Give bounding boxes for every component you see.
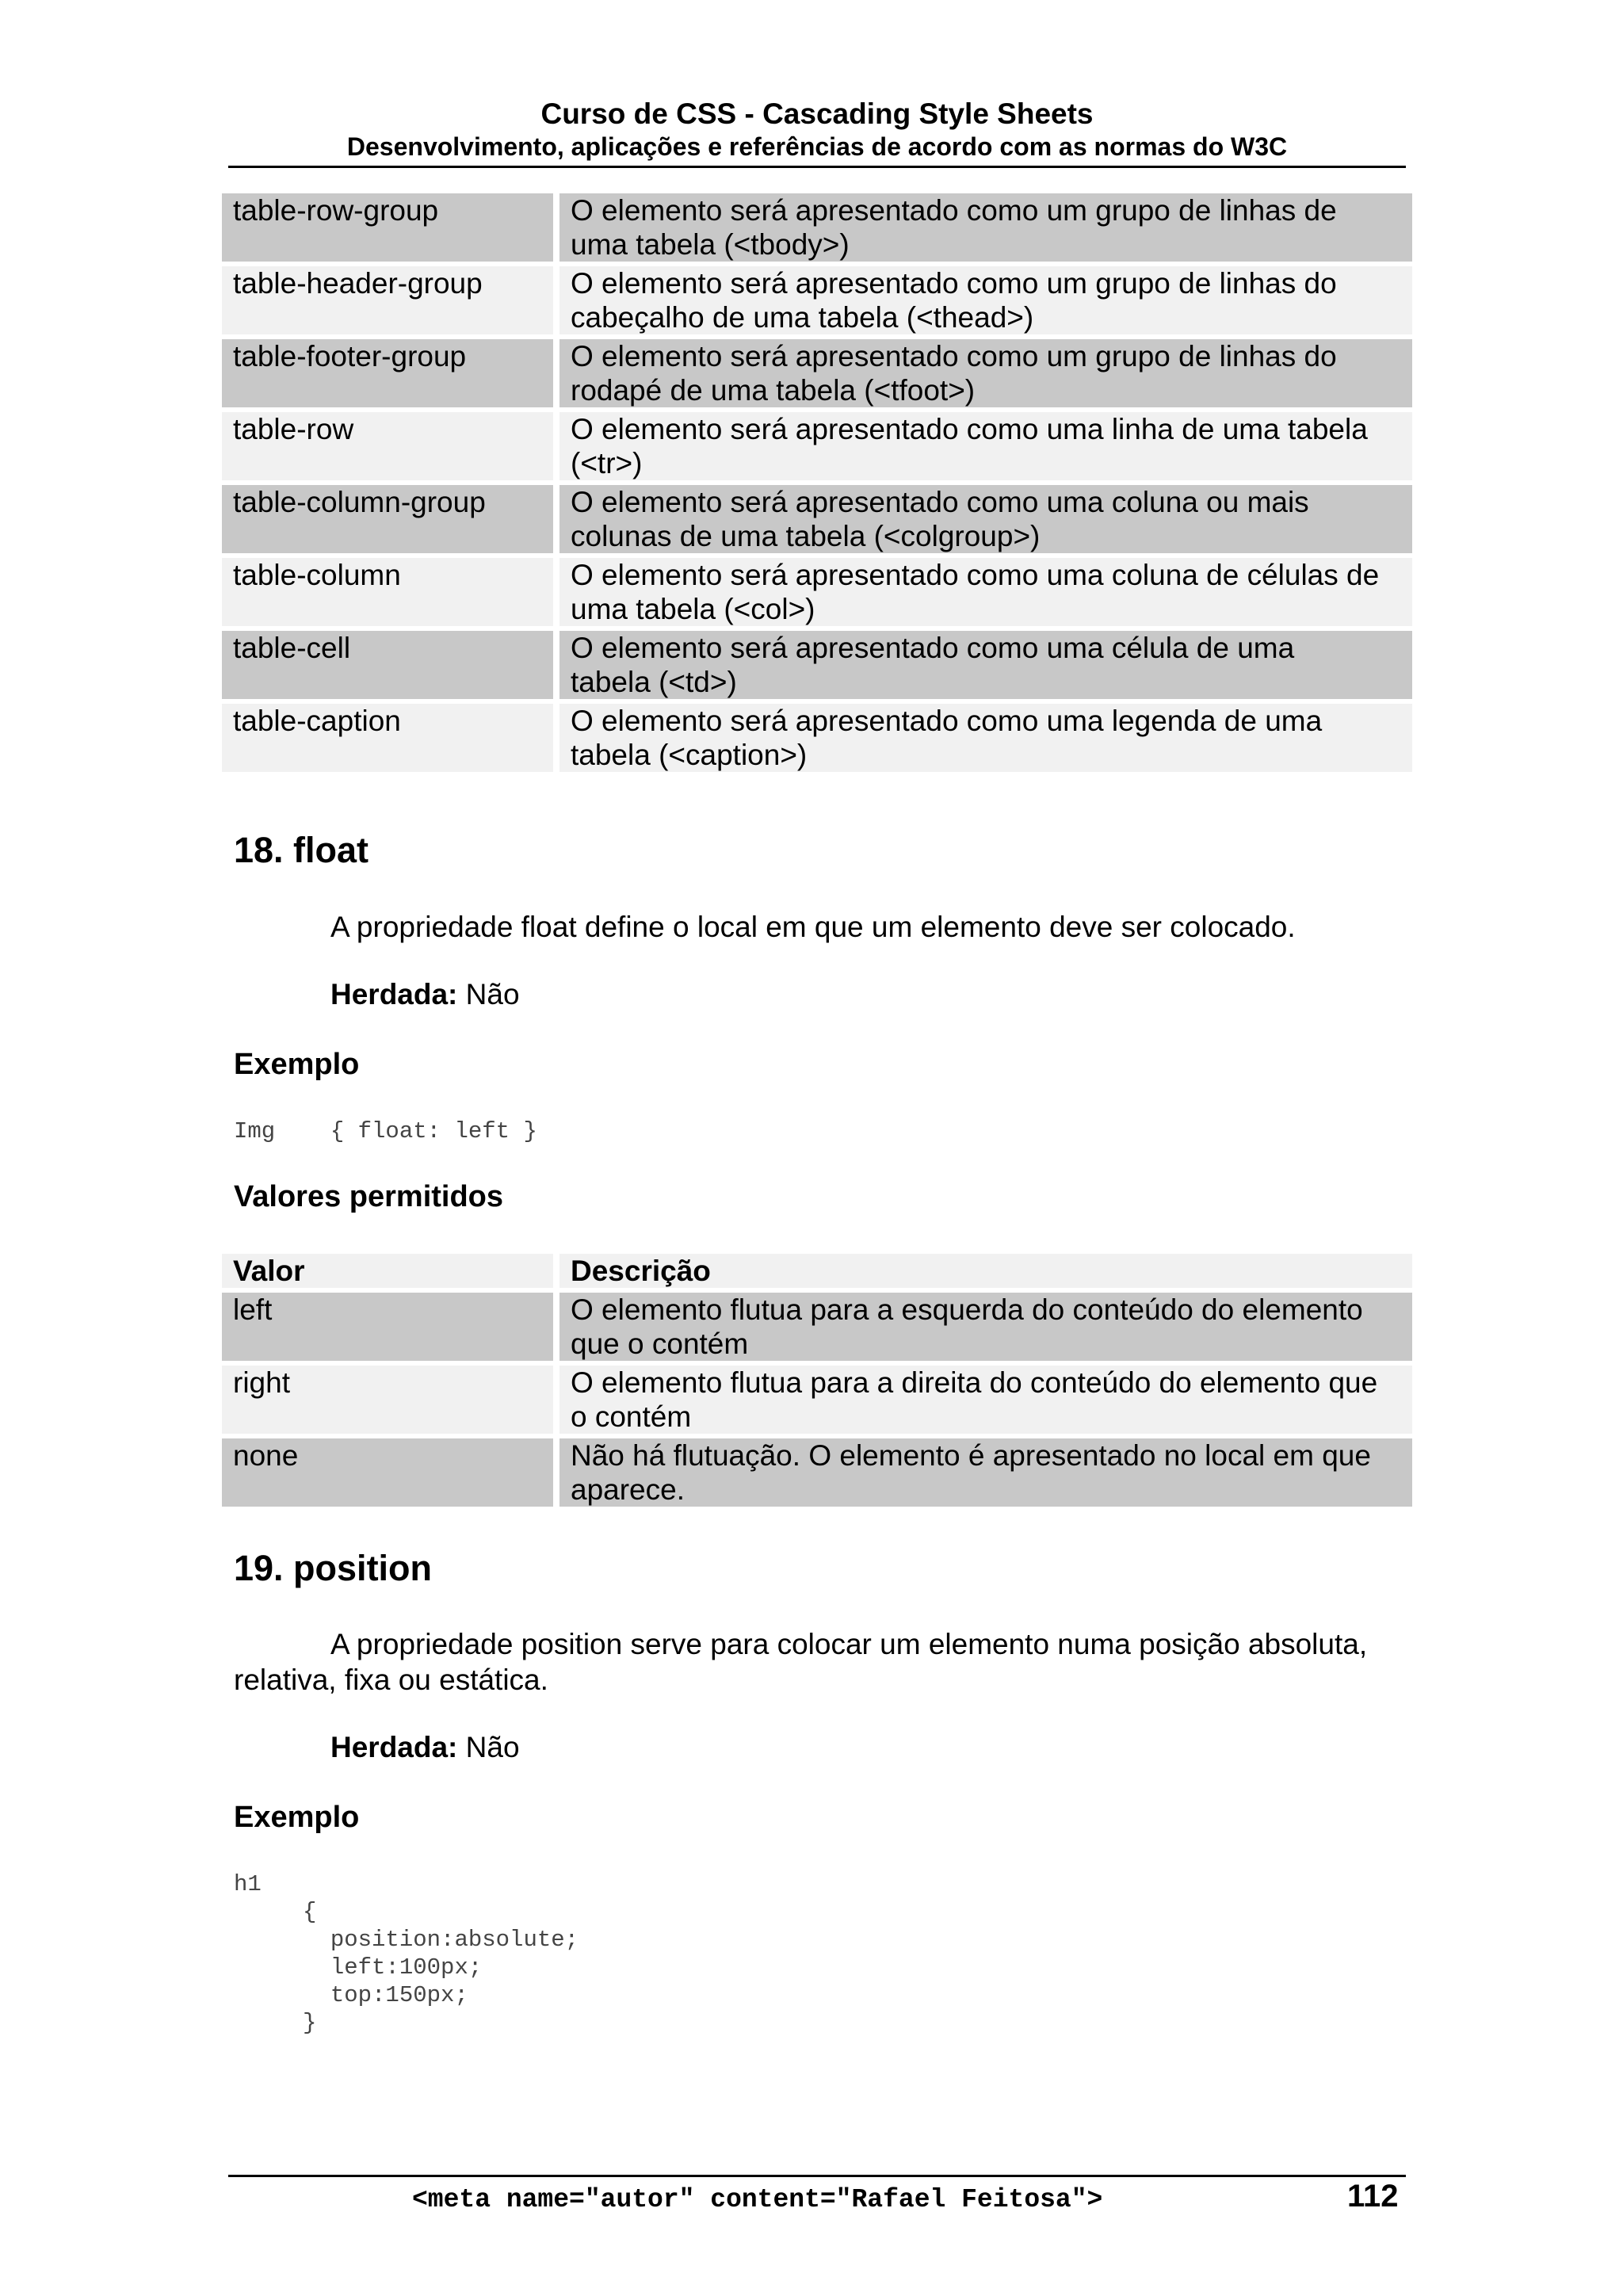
page-header — [228, 97, 1406, 162]
column-header-description: Descrição — [559, 1254, 1412, 1288]
document-subtitle: Desenvolvimento, aplicações e referências de acordo com as normas do W3C — [346, 132, 1288, 161]
value-cell: none — [222, 1438, 553, 1507]
table-row — [222, 704, 1412, 772]
description-line: tabela (<caption>) — [571, 739, 808, 771]
table-row — [222, 339, 1412, 407]
column-header-value: Valor — [222, 1254, 553, 1288]
description-line: rodapé de uma tabela (<tfoot>) — [571, 374, 976, 407]
description-line: O elemento será apresentado como um grupo de linhas do — [571, 267, 1337, 300]
description-line: O elemento flutua para a direita do conteúdo do elemento que — [571, 1366, 1378, 1399]
footer-meta-text: <meta name="autor" content="Rafael Feitosa"> — [412, 2185, 1103, 2214]
description-line: O elemento será apresentado como uma célula de uma — [571, 632, 1295, 664]
table-row — [222, 485, 1412, 553]
description-cell — [559, 193, 1412, 262]
inherited-label: Herdada: — [330, 1731, 458, 1763]
document-title: Curso de CSS - Cascading Style Sheets — [540, 97, 1094, 130]
description-line: (<tr>) — [571, 447, 643, 479]
value-cell: right — [222, 1366, 553, 1434]
description-line: tabela (<td>) — [571, 666, 737, 698]
description-line: O elemento será apresentado como uma legenda de uma — [571, 705, 1323, 737]
description-line: cabeçalho de uma tabela (<thead>) — [571, 301, 1034, 334]
description-line: O elemento será apresentado como uma coluna de células de — [571, 559, 1380, 591]
description-line: aparece. — [571, 1473, 685, 1506]
value-cell: table-column — [222, 558, 553, 626]
table-row — [222, 1438, 1412, 1507]
position-code-example: h1 { position:absolute; left:100px; top:150px; } — [234, 1871, 579, 2036]
description-line: O elemento será apresentado como uma linha de uma tabela — [571, 413, 1368, 445]
table-row — [222, 412, 1412, 480]
description-line: que o contém — [571, 1328, 749, 1360]
description-cell — [559, 1366, 1412, 1434]
table-row — [222, 266, 1412, 334]
position-heading: 19. position — [234, 1548, 433, 1588]
position-inherited — [330, 1730, 520, 1765]
description-line: O elemento será apresentado como um grupo de linhas do — [571, 340, 1337, 372]
description-line: colunas de uma tabela (<colgroup>) — [571, 520, 1041, 552]
description-cell — [559, 485, 1412, 553]
position-example-heading: Exemplo — [234, 1801, 360, 1834]
description-cell — [559, 1293, 1412, 1361]
description-cell — [559, 704, 1412, 772]
float-heading: 18. float — [234, 830, 369, 870]
inherited-value: Não — [465, 1731, 520, 1763]
float-code-example: Img { float: left } — [234, 1118, 537, 1144]
display-values-table — [216, 189, 1419, 777]
value-cell: table-cell — [222, 631, 553, 699]
description-cell — [559, 266, 1412, 334]
description-line: o contém — [571, 1400, 692, 1433]
description-cell — [559, 412, 1412, 480]
position-description: A propriedade position serve para colocar um elemento numa posição absoluta, relativa, fixa ou estática. — [234, 1628, 1368, 1696]
description-line: O elemento flutua para a esquerda do conteúdo do elemento — [571, 1293, 1363, 1326]
table-row — [222, 1293, 1412, 1361]
float-inherited — [330, 977, 520, 1012]
value-cell: table-header-group — [222, 266, 553, 334]
table-header-row — [222, 1254, 1412, 1288]
description-cell — [559, 1438, 1412, 1507]
value-cell: table-footer-group — [222, 339, 553, 407]
float-values-table — [216, 1249, 1419, 1511]
inherited-value: Não — [465, 978, 520, 1010]
float-example-heading: Exemplo — [234, 1048, 360, 1081]
inherited-label: Herdada: — [330, 978, 458, 1010]
description-cell — [559, 558, 1412, 626]
table-row — [222, 558, 1412, 626]
description-cell — [559, 339, 1412, 407]
header-divider — [228, 166, 1406, 168]
description-line: uma tabela (<tbody>) — [571, 228, 850, 261]
description-cell — [559, 631, 1412, 699]
float-values-heading: Valores permitidos — [234, 1180, 504, 1213]
value-cell: table-column-group — [222, 485, 553, 553]
footer-divider — [228, 2175, 1406, 2177]
table-row — [222, 193, 1412, 262]
float-description: A propriedade float define o local em que um elemento deve ser colocado. — [330, 911, 1296, 943]
description-line: O elemento será apresentado como uma coluna ou mais — [571, 486, 1309, 518]
value-cell: table-row — [222, 412, 553, 480]
description-line: uma tabela (<col>) — [571, 593, 815, 625]
table-row — [222, 1366, 1412, 1434]
description-line: Não há flutuação. O elemento é apresentado no local em que — [571, 1439, 1371, 1472]
page-number: 112 — [1347, 2179, 1399, 2214]
table-row — [222, 631, 1412, 699]
value-cell: left — [222, 1293, 553, 1361]
value-cell: table-caption — [222, 704, 553, 772]
description-line: O elemento será apresentado como um grupo de linhas de — [571, 194, 1337, 227]
value-cell: table-row-group — [222, 193, 553, 262]
